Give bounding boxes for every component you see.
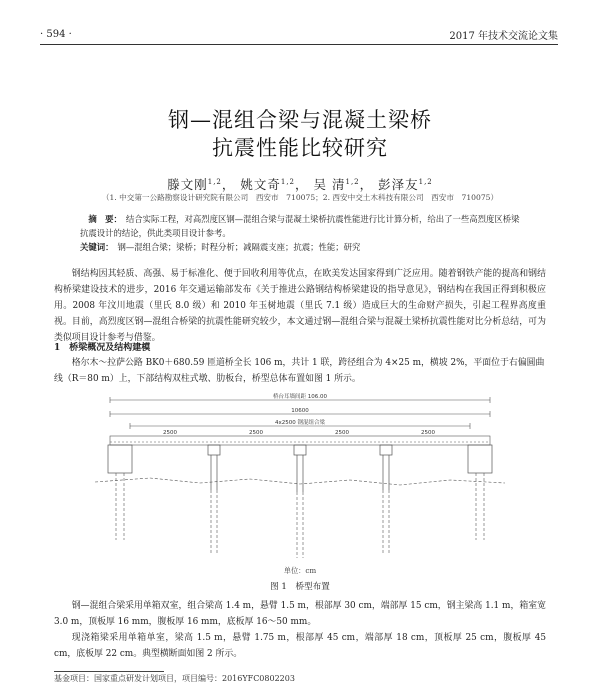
dimension-label-spans: 4x2500 钢混组合梁 <box>275 420 325 426</box>
span-label: 2500 <box>249 430 263 436</box>
author: 姚文奇$^{1,2}$ <box>240 177 296 192</box>
intro-paragraph: 钢结构因其轻质、高强、易于标准化、便于回收利用等优点，在欧美发达国家得到广泛应用。随着钢铁产能的提高和钢结构桥梁建设技术的进步，2016 年交通运输部发布《关于推进公路钢结构桥梁建设的指导意见》，钢结构在我国正得到积极应用。2008 年汶川地震（里氏 8.0 级）和 2010 年玉树地震（里氏 7.1 级）造成巨大的生命财产损失，引起工程界高度重视。目前，高烈度区钢—混组合桥梁的抗震性能研究较少，本文通过钢—混组合梁与混凝土梁桥抗震性能对比分析总结，可为类似项目设计参考与借鉴。 <box>54 269 546 343</box>
title-line-1: 钢—混组合梁与混凝土梁桥 <box>168 108 432 132</box>
pier-cap <box>208 445 220 455</box>
dimension-label-top: 桥台耳墙间距 106.00 <box>273 394 327 400</box>
keywords <box>80 241 520 253</box>
page-number: · 594 · <box>40 28 72 40</box>
footnote-rule <box>54 671 164 672</box>
piers <box>108 445 492 492</box>
bridge-deck <box>110 436 490 445</box>
concrete-girder-paragraph: 现浇箱梁采用单箱单室，梁高 1.5 m，悬臂 1.75 m，根部厚 45 cm，端部厚 18 cm，顶板厚 25 cm，腹板厚 45 cm，底板厚 22 cm。典型横断面如图 2 所示。 <box>54 633 546 659</box>
figure-caption: 图 1 桥型布置 <box>270 582 330 592</box>
header-rule <box>40 44 558 45</box>
keywords-text: 钢—混组合梁；梁桥；时程分析；减隔震支座；抗震；性能；研究 <box>117 242 361 252</box>
author-list: 滕文刚$^{1,2}$， 姚文奇$^{1,2}$， 吴 清$^{1,2}$， 彭泽友$^{1,2}$ <box>167 177 433 192</box>
figure-unit: 单位：cm <box>283 566 317 575</box>
keywords-label: 关键词： <box>80 242 114 252</box>
span-label: 2500 <box>335 430 349 436</box>
abstract-text: 结合实际工程，对高烈度区钢—混组合梁与混凝土梁桥抗震性能进行比计算分析，给出了一些高烈度区桥梁抗震设计的结论，供此类项目设计参考。 <box>80 214 520 238</box>
piles <box>116 473 484 558</box>
section-paragraph: 格尔木～拉萨公路 BK0＋680.59 匝道桥全长 106 m，共计 1 联，跨径组合为 4×25 m，横坡 2%，平面位于右偏圆曲线（R＝80 m）上，下部结构双柱式墩、肋板台，桥型总体布置如图 1 所示。 <box>54 358 545 384</box>
dimension-label-total: 10600 <box>291 408 309 414</box>
bridge-elevation-figure <box>90 390 510 565</box>
title-line-2: 抗震性能比较研究 <box>212 136 388 160</box>
span-label: 2500 <box>163 430 177 436</box>
footnote: 基金项目：国家重点研发计划项目，项目编号：2016YFC0802203 <box>54 674 295 683</box>
section-heading: 1 桥梁概况及结构建模 <box>54 343 151 353</box>
journal-name: 2017 年技术交流论文集 <box>449 30 558 42</box>
running-header <box>40 27 558 41</box>
abstract <box>80 212 520 240</box>
author: 吴 清$^{1,2}$ <box>313 177 360 192</box>
body-paragraphs <box>54 598 546 662</box>
author: 彭泽友$^{1,2}$ <box>378 177 433 192</box>
author: 滕文刚$^{1,2}$ <box>167 177 222 192</box>
abstract-label: 摘 要： <box>88 214 122 224</box>
pier-cap <box>380 445 392 455</box>
span-label: 2500 <box>421 430 435 436</box>
abutment-right <box>468 445 492 473</box>
abutment-left <box>108 445 132 473</box>
pier-cap <box>294 445 306 455</box>
ground-line <box>95 478 505 485</box>
affiliation: （1. 中交第一公路勘察设计研究院有限公司 西安市 710075；2. 西安中交土木科技有限公司 西安市 710075） <box>101 193 499 202</box>
composite-girder-paragraph: 钢—混组合梁采用单箱双室，组合梁高 1.4 m，悬臂 1.5 m，根部厚 30 cm，端部厚 15 cm，钢主梁高 1.1 m，箱室宽 3.0 m，顶板厚 16 mm，腹板厚 16 mm，底板厚 16～50 mm。 <box>54 601 546 627</box>
